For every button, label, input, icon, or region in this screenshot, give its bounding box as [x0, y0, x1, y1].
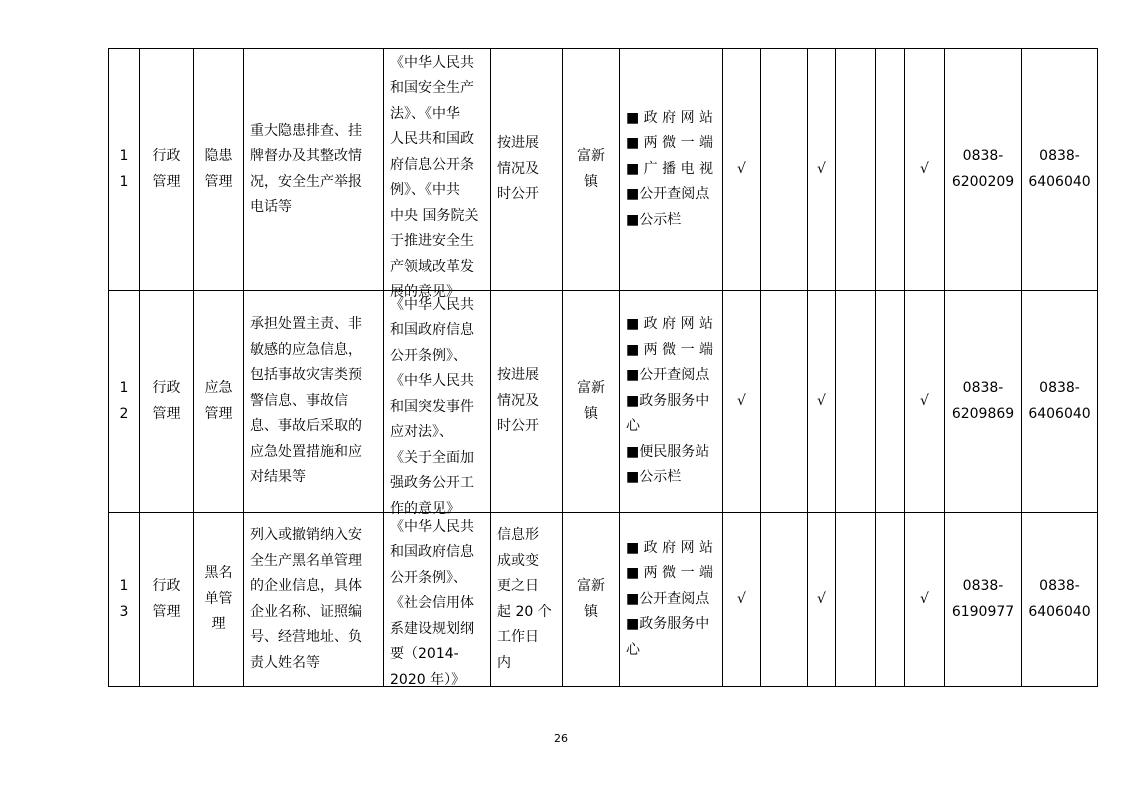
check-mark: √: [817, 160, 826, 177]
cell-line: 工作日: [497, 629, 539, 645]
check-mark: √: [737, 160, 746, 177]
cell-line: 息、事故后采取的: [250, 418, 362, 435]
cell-line: ■公示栏: [626, 469, 682, 486]
row-seq: [109, 49, 140, 291]
cell-line: 单管: [204, 590, 233, 607]
cell-line: ■便民服务站: [626, 443, 710, 460]
cell-line: ■ 政 府 网 站: [626, 316, 714, 333]
cell-line: 列入或撤销纳入安: [250, 527, 362, 543]
cell-line: 和国政府信息: [390, 322, 474, 338]
row-mark-f: [905, 49, 945, 291]
cell-line: 全生产黑名单管理: [250, 552, 362, 569]
row-time: [491, 513, 563, 687]
check-mark: √: [920, 590, 929, 607]
cell-line: 和国政府信息: [390, 544, 474, 560]
cell-line: 镇: [584, 173, 598, 190]
row-seq: [109, 291, 140, 513]
cell-line: 管理: [204, 173, 233, 190]
row-mark-e: [876, 49, 905, 291]
cell-line: 牌督办及其整改情: [250, 148, 362, 164]
table-row: [109, 513, 1098, 687]
cell-line: ■政务服务中: [626, 616, 710, 633]
row-channels: [620, 49, 723, 291]
cell-line: 成或变: [497, 552, 539, 569]
check-mark: √: [817, 392, 826, 409]
table-row: [109, 49, 1098, 291]
cell-line: 6406040: [1028, 173, 1091, 190]
row-mark-d: [836, 49, 876, 291]
cell-line: ■公开查阅点: [626, 186, 710, 203]
cell-line: 号、经营地址、负: [250, 629, 362, 645]
cell-line: 更之日: [497, 578, 539, 594]
cell-line: 6209869: [951, 405, 1015, 422]
cell-line: 富新: [577, 380, 605, 396]
cell-line: 警信息、事故信: [250, 392, 348, 409]
cell-line: 隐患: [204, 148, 233, 164]
cell-line: 《中华人民共: [390, 54, 474, 71]
cell-line: 0838-: [962, 578, 1004, 594]
table-row: [109, 291, 1098, 513]
row-mark-f: [905, 513, 945, 687]
row-subject: [563, 291, 620, 513]
row-mark-c: [808, 291, 836, 513]
row-category: [140, 291, 194, 513]
cell-line: 要（2014-: [390, 646, 459, 662]
row-content: [244, 49, 384, 291]
cell-line: 6406040: [1028, 603, 1091, 620]
cell-line: 作的意见》: [390, 500, 460, 517]
cell-line: 时公开: [497, 418, 539, 435]
cell-line: 按进展: [497, 367, 539, 384]
cell-line: 富新: [577, 578, 605, 594]
cell-line: 于推进安全生: [390, 233, 474, 249]
cell-line: 对结果等: [250, 469, 306, 486]
row-mark-f: [905, 291, 945, 513]
row-subject: [563, 513, 620, 687]
check-mark: √: [920, 392, 929, 409]
row-content: [244, 291, 384, 513]
row-phone-2: [1022, 513, 1098, 687]
row-channels: [620, 513, 723, 687]
row-mark-a: [723, 513, 761, 687]
cell-line: 0838-: [962, 380, 1004, 396]
row-mark-b: [761, 513, 808, 687]
cell-line: 信息形: [497, 527, 539, 543]
cell-line: 公开条例》、: [390, 569, 467, 586]
cell-line: 2: [119, 405, 129, 422]
cell-line: 1: [119, 578, 129, 594]
cell-line: 心: [626, 418, 640, 435]
row-basis: [384, 291, 491, 517]
cell-line: ■ 两 微 一 端: [626, 341, 714, 358]
check-mark: √: [737, 392, 746, 409]
cell-line: 按进展: [497, 135, 539, 152]
row-mark-b: [761, 291, 808, 513]
cell-line: ■ 广 播 电 视: [626, 160, 714, 177]
row-channels: [620, 291, 723, 513]
cell-line: 1: [119, 173, 129, 190]
row-phone-2: [1022, 291, 1098, 513]
row-mark-d: [836, 291, 876, 513]
disclosure-table: [108, 48, 1098, 687]
cell-line: 《社会信用体: [390, 595, 474, 611]
cell-line: 系建设规划纲: [390, 620, 474, 637]
cell-line: 6200209: [951, 173, 1015, 190]
cell-line: 行政: [152, 380, 181, 396]
cell-line: 起 20 个: [497, 603, 552, 620]
cell-line: 公开条例》、: [390, 347, 467, 364]
row-category: [140, 49, 194, 291]
cell-line: 0838-: [1039, 380, 1080, 396]
cell-line: 理: [211, 616, 226, 633]
row-mark-d: [836, 513, 876, 687]
cell-line: 《关于全面加: [390, 449, 474, 466]
cell-line: 内: [497, 654, 511, 671]
row-phone-1: [945, 291, 1022, 513]
cell-line: 2020 年）》: [390, 671, 466, 688]
row-subcategory: [194, 49, 244, 291]
check-mark: √: [920, 160, 929, 177]
row-category: [140, 513, 194, 687]
cell-line: 心: [626, 641, 640, 658]
cell-line: 应对法》、: [390, 424, 453, 440]
cell-line: 包括事故灾害类预: [250, 367, 362, 384]
cell-line: ■公开查阅点: [626, 367, 710, 384]
cell-line: 1: [119, 380, 129, 396]
cell-line: ■ 政 府 网 站: [626, 539, 714, 556]
cell-line: 人民共和国政: [390, 131, 474, 147]
cell-line: 强政务公开工: [390, 475, 474, 491]
cell-line: 电话等: [250, 199, 292, 215]
cell-line: 情况及: [497, 392, 539, 409]
cell-line: 管理: [204, 405, 233, 422]
cell-line: 中央 国务院关: [390, 207, 479, 224]
cell-line: ■公开查阅点: [626, 590, 710, 607]
cell-line: ■公示栏: [626, 211, 682, 228]
row-time: [491, 49, 563, 291]
check-mark: √: [817, 590, 826, 607]
cell-line: ■ 政 府 网 站: [626, 109, 714, 126]
cell-line: 0838-: [1039, 148, 1080, 164]
row-phone-1: [945, 513, 1022, 687]
row-mark-e: [876, 291, 905, 513]
cell-line: 和国突发事件: [390, 398, 474, 415]
row-subcategory: [194, 513, 244, 687]
cell-line: 0838-: [1039, 578, 1080, 594]
cell-line: 责人姓名等: [250, 654, 320, 671]
cell-line: 府信息公开条: [390, 156, 474, 173]
row-content: [244, 513, 384, 687]
row-subcategory: [194, 291, 244, 513]
cell-line: 《中华人民共: [390, 518, 474, 535]
cell-line: 富新: [577, 148, 605, 164]
page-number: 26: [554, 732, 568, 745]
cell-line: ■政务服务中: [626, 392, 710, 409]
cell-line: 行政: [152, 578, 181, 594]
cell-line: 重大隐患排查、挂: [250, 122, 362, 139]
row-basis: [384, 49, 491, 300]
cell-line: 和国安全生产: [390, 80, 474, 96]
row-mark-c: [808, 513, 836, 687]
cell-line: 管理: [152, 603, 181, 620]
cell-line: 3: [119, 603, 129, 620]
row-phone-2: [1022, 49, 1098, 291]
row-mark-a: [723, 291, 761, 513]
cell-line: 法》、《中华: [390, 105, 460, 122]
cell-line: 时公开: [497, 186, 539, 203]
cell-line: ■ 两 微 一 端: [626, 135, 714, 152]
cell-line: ■ 两 微 一 端: [626, 565, 714, 582]
cell-line: 的企业信息，具体: [250, 578, 362, 594]
cell-line: 《中华人民共: [390, 296, 474, 313]
row-mark-c: [808, 49, 836, 291]
row-phone-1: [945, 49, 1022, 291]
cell-line: 镇: [584, 405, 598, 422]
cell-line: 况，安全生产举报: [250, 173, 362, 190]
cell-line: 情况及: [497, 160, 539, 177]
check-mark: √: [737, 590, 746, 607]
cell-line: 承担处置主责、非: [250, 316, 362, 333]
cell-line: 例》、《中共: [390, 182, 460, 198]
cell-line: 6406040: [1028, 405, 1091, 422]
row-seq: [109, 513, 140, 687]
cell-line: 应急: [204, 380, 233, 396]
row-time: [491, 291, 563, 513]
cell-line: 《中华人民共: [390, 373, 474, 389]
row-mark-e: [876, 513, 905, 687]
cell-line: 6190977: [951, 603, 1015, 620]
cell-line: 管理: [152, 405, 181, 422]
cell-line: 管理: [152, 173, 181, 190]
cell-line: 黑名: [204, 565, 233, 582]
cell-line: 展的意见》: [390, 284, 460, 300]
cell-line: 产领域改革发: [390, 258, 474, 275]
cell-line: 行政: [152, 148, 181, 164]
cell-line: 0838-: [962, 148, 1004, 164]
cell-line: 敏感的应急信息，: [250, 341, 362, 358]
cell-line: 镇: [584, 603, 598, 620]
cell-line: 1: [119, 148, 129, 164]
row-basis: [384, 513, 491, 687]
row-mark-a: [723, 49, 761, 291]
row-subject: [563, 49, 620, 291]
cell-line: 应急处置措施和应: [250, 443, 362, 460]
cell-line: 企业名称、证照编: [250, 603, 362, 620]
row-mark-b: [761, 49, 808, 291]
